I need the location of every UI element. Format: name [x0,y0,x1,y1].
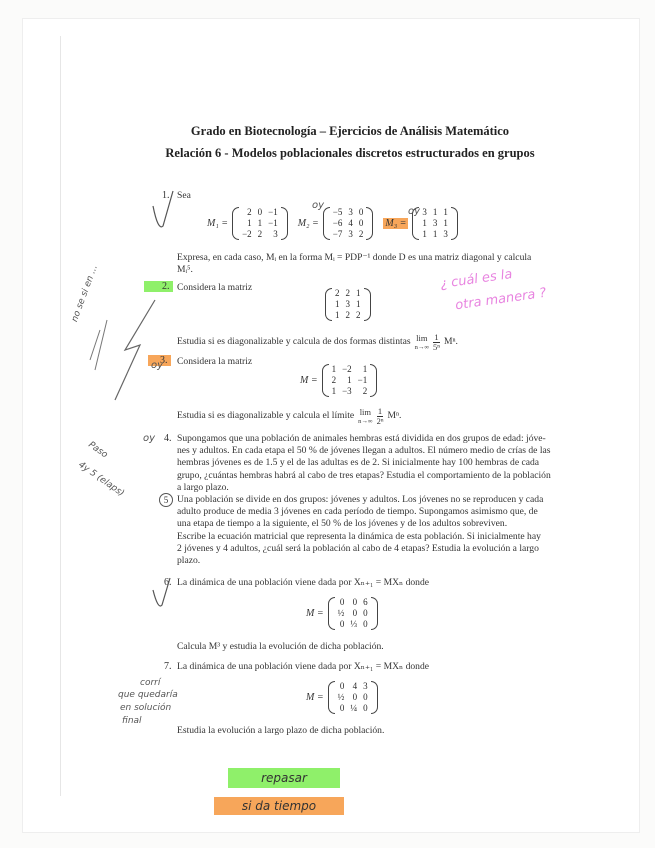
handwritten-pink-question-1: ¿ cuál es la [439,267,514,292]
exercise-6-matrix: M = 0 0 6 ½ 0 0 0 ⅓ 0 [306,597,378,630]
handwritten-left-note-7a: corrí [140,678,161,688]
handwritten-oy-m3: oy [408,206,421,217]
exercise-5-text: Una población se divide en dos grupos: jóvenes y adultos. Los jóvenes no se reproducen y cada adulto produce de media 3 jóvenes en cada período de tiempo. Supongamos asimismo que, de una etapa de tiempo a la siguiente, el 50 % de los jóvenes y de los adultos sobreviven. Escribe la ecuación matricial que representa la dinámica de esta población. Si inicialmente hay 2 jóvenes y 4 adultos, ¿cuál será la población al cabo de 4 etapas? Estudia la evolución a largo plazo. [177,494,544,567]
exercise-6-text: Calcula M³ y estudia la evolución de dicha población. [177,641,384,652]
handwritten-oy-ex3: oy [151,360,164,371]
exercise-1-number: 1. [162,190,170,201]
exercise-6-number: 6. [164,577,172,588]
handwritten-left-note-7c: en solución [120,703,172,713]
matrix-m1: 2 0 −1 1 1 −1 −2 2 3 [232,207,288,240]
handwritten-left-note-2: no se si en ... [70,263,100,324]
exercise-3-number: 3. [148,355,171,366]
m2-label: M₂ = [297,218,319,229]
document-title: Grado en Biotecnología – Ejercicios de Análisis Matemático [190,124,510,138]
exercise-7-number: 7. [164,661,172,672]
handwritten-left-note-4a: Paso [86,440,110,461]
exercise-2-matrix: 2 2 1 1 3 1 1 2 2 [325,288,371,326]
matrix-m2: −5 3 0 −6 4 0 −7 3 2 [323,207,374,240]
exercise-5-number: 5 [159,493,173,507]
exercise-1-matrices [207,207,458,240]
exercise-2-lead: Considera la matriz [177,282,253,293]
matrix-m3: 3 1 1 1 3 1 1 1 3 [412,207,458,240]
checkmark-ex6 [150,575,175,615]
exercise-2-number: 2. [144,281,173,292]
exercise-7-text: Estudia la evolución a largo plazo de dicha población. [177,725,385,736]
exercise-4-number: 4. [164,433,172,444]
exercise-7-matrix: M = 0 4 3 ½ 0 0 0 ¼ 0 [306,681,378,714]
green-highlight-note [228,768,340,788]
exercise-6-lead: La dinámica de una población viene dada por Xₙ₊₁ = MXₙ donde [177,577,430,588]
exercise-7-lead: La dinámica de una población viene dada por Xₙ₊₁ = MXₙ donde [177,661,430,672]
exercise-3-matrix: M = 1 −2 1 2 1 −1 1 −3 2 [300,364,377,397]
exercise-1-text: Expresa, en cada caso, Mᵢ en la forma Mᵢ = PDP⁻¹ donde D es una matriz diagonal y calcula Mᵢ⁵. [177,252,532,276]
handwritten-left-note-4b: 4y 5 (elaps) [76,460,126,499]
orange-highlight-note [214,797,344,815]
handwritten-left-note-7b: que quedaría [118,690,178,700]
exercise-3-text: Estudia si es diagonalizable y calcula el límite lim n→∞ 1 2ⁿ Mⁿ. [177,406,402,426]
handwritten-pink-question-2: otra manera ? [454,285,548,314]
checkmark-ex1 [148,186,178,236]
m3-label: M₃ = [385,218,407,229]
m1-label: M₁ = [207,218,229,229]
scan-edge [60,36,61,796]
document-subtitle: Relación 6 - Modelos poblacionales discretos estructurados en grupos [165,146,535,160]
exercise-2-text: Estudia si es diagonalizable y calcula de dos formas distintas lim n→∞ 1 5ⁿ Mⁿ. [177,332,458,352]
green-note-text: repasar [261,771,307,785]
handwritten-left-note-7d: final [122,716,142,726]
exercise-4-text: Supongamos que una población de animales hembras está dividida en dos grupos de edad: jóve- nes y adultos. En cada etapa el 50 % de jóvenes llegan a adultos. El número medio de crías de las hembras jóvenes es de 1.5 y el de las adultas es de 2. Si inicialmente hay 100 hembras de cada grupo, ¿cuántas hembras habrá al cabo de tres etapas? Estudia el comportamiento de la población a largo plazo. [177,433,551,493]
handwritten-oy-ex4: oy [143,433,156,444]
orange-note-text: si da tiempo [241,799,317,813]
exercise-1-lead: Sea [177,190,191,201]
exercise-3-lead: Considera la matriz [177,356,253,367]
handwritten-oy-m2: oy [312,200,325,211]
